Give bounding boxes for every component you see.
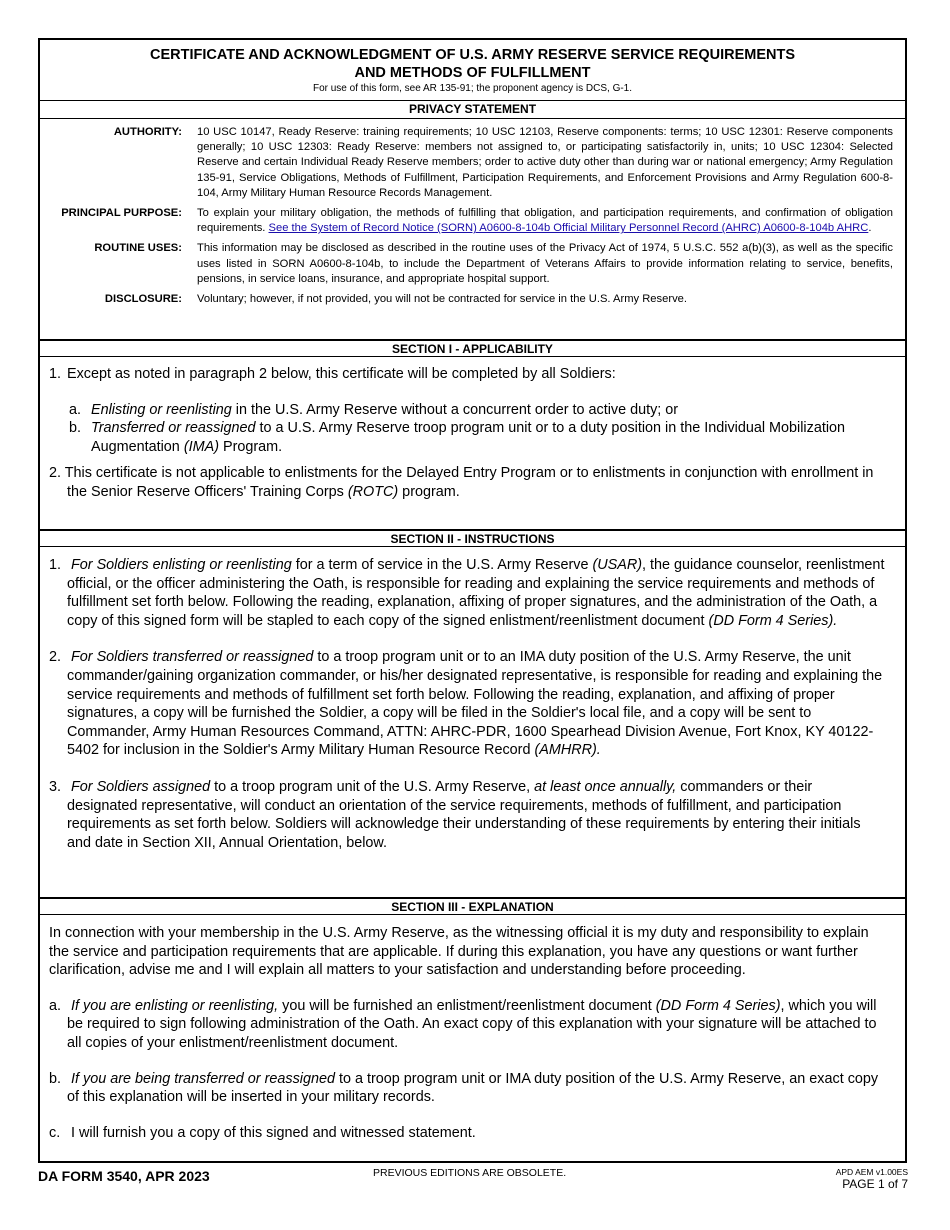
paragraph-emphasis-3: (DD Form 4 Series). <box>708 612 838 629</box>
section-2-heading: SECTION II - INSTRUCTIONS <box>40 529 905 547</box>
paragraph-text-part: for a term of service in the U.S. Army Reserve <box>291 557 593 573</box>
obsolete-notice: PREVIOUS EDITIONS ARE OBSOLETE. <box>373 1167 567 1179</box>
item-emphasis: If you are enlisting or reenlisting, <box>71 997 279 1014</box>
section-3-heading: SECTION III - EXPLANATION <box>40 897 905 915</box>
paragraph-emphasis: For Soldiers transferred or reassigned <box>71 649 314 666</box>
item-text <box>67 1070 885 1107</box>
version-label: APD AEM v1.00ES <box>835 1167 908 1177</box>
section-2-body <box>40 547 905 897</box>
item-text-part: I will furnish you a copy of this signed and witnessed statement. <box>71 1124 476 1141</box>
paragraph-emphasis: (ROTC) <box>347 483 399 500</box>
privacy-text: To explain your military obligation, the methods of fulfilling that obligation, and participation requirements, and confirmation of obligation requirements. <box>197 207 893 235</box>
item-emphasis-2: (DD Form 4 Series) <box>655 997 781 1014</box>
privacy-statement-heading: PRIVACY STATEMENT <box>40 101 905 119</box>
item-text <box>67 997 885 1053</box>
footer-right-block <box>836 1167 908 1191</box>
section-3-intro: In connection with your membership in the U.S. Army Reserve, as the witnessing official it is my duty and responsibility to explain the service and participation requirements that are applicable. If during this explanation, you have any questions or want further clarification, advise me and I will explain all matters to your satisfaction and understanding before proceeding. <box>49 925 869 979</box>
page-number: PAGE 1 of 7 <box>842 1177 908 1191</box>
form-title-line-1: CERTIFICATE AND ACKNOWLEDGMENT OF U.S. ARMY RESERVE SERVICE REQUIREMENTS <box>149 47 796 63</box>
paragraph-emphasis-2: (AMHRR). <box>534 742 601 759</box>
item-emphasis: If you are being transferred or reassigned <box>71 1070 335 1087</box>
section-2-paragraph-2 <box>49 648 885 760</box>
item-text-part: you will be furnished an enlistment/reenlistment document <box>278 997 656 1014</box>
paragraph-text <box>67 648 885 760</box>
paragraph-text-part: to a troop program unit or to an IMA duty position of the U.S. Army Reserve, the unit commander/gaining organization commander, or his/her designated representative, is responsible for reading and explaining the service requirements and methods of fulfillment set forth below. Following the reading, explanation, and affixing of proper signatures, a copy will be furnished the Soldier, a copy will be filed in the Soldier's local file, and a copy will be sent to Commander, Army Human Resources Command, ATTN: AHRC-PDR, 1600 Spearhead Division Avenue, Fort Knox, KY 40122-5402 for inclusion in the Soldier's Army Military Human Resource Record <box>67 649 883 759</box>
section-3-item-b <box>49 1070 885 1107</box>
privacy-text-container <box>197 206 893 236</box>
privacy-label: ROUTINE USES: <box>94 242 182 255</box>
paragraph-number: 2. <box>49 649 62 666</box>
privacy-text: 10 USC 10147, Ready Reserve: training requirements; 10 USC 12103, Reserve components: terms; 10 USC 12301: Reserve components generally; 10 USC 12303: Ready Reserve: members not assigned to, or participating satisfactorily in, units; 10 USC 12304: Selected Reserve and certain Individual Ready Reserve members; order to active duty other than during war or national emergency; Army Regulation 135-91, Service Obligations, Methods of Fulfillment, Participation Requirements, and Enforcement Provisions and Army Regulation 600-8-104, Army Military Human Resource Records Management. <box>197 126 893 199</box>
form-title-block <box>40 40 905 101</box>
form-title-line-2: AND METHODS OF FULFILLMENT <box>354 65 591 81</box>
item-letter: c. <box>49 1124 61 1141</box>
paragraph-text: Except as noted in paragraph 2 below, this certificate will be completed by all Soldiers: <box>67 366 616 382</box>
item-letter: b. <box>69 420 82 437</box>
section-1-body <box>40 357 905 529</box>
section-2-paragraph-1 <box>49 556 885 630</box>
form-container <box>38 38 907 1163</box>
paragraph-text: 2. This certificate is not applicable to enlistments for the Delayed Entry Program or to enlistments in conjunction with enrollment in the Senior Reserve Officers' Training Corps <box>49 465 874 500</box>
item-text <box>91 419 885 456</box>
item-letter: a. <box>69 401 82 418</box>
privacy-statement <box>40 119 905 339</box>
form-identifier: DA FORM 3540, APR 2023 <box>38 1168 210 1184</box>
paragraph-text-part: to a troop program unit of the U.S. Army Reserve, <box>210 778 535 795</box>
privacy-row-authority <box>40 125 893 201</box>
paragraph-text <box>67 778 885 852</box>
item-rest: in the U.S. Army Reserve without a concurrent order to active duty; or <box>231 401 679 418</box>
paragraph-number: 1. <box>49 366 62 382</box>
paragraph-text-part-2: commanders or their designated representative, will conduct an orientation of the service requirements, methods of fulfillment, and participation requirements as set forth below. Soldiers will acknowledge their understanding of these requirements by entering their initials and date in Section XII, Annual Orientation, below. <box>67 778 861 851</box>
item-emphasis: Transferred or reassigned <box>91 420 256 437</box>
section-1-item-a <box>69 401 885 420</box>
paragraph-number: 3. <box>49 778 62 795</box>
privacy-label: PRINCIPAL PURPOSE: <box>61 207 182 220</box>
paragraph-emphasis-2: at least once annually, <box>534 778 677 795</box>
paragraph-text-end: program. <box>398 483 460 500</box>
form-subtitle: For use of this form, see AR 135-91; the proponent agency is DCS, G-1. <box>312 83 633 94</box>
privacy-row-routine-uses <box>40 241 893 287</box>
paragraph-text-part-2: , the guidance counselor, reenlistment official, or the officer administering the Oath, is responsible for reading and explaining the service requirements and methods of fulfillment set forth below. Following the reading, explanation, affixing of proper signatures, and the administration of the Oath, a copy of this signed form will be stapled to each copy of the signed enlistment/reenlistment document <box>67 557 885 629</box>
item-text-part-2: , which you will be required to sign following administration of the Oath. An exact copy of this explanation with your signature will be attached to all copies of your enlistment/reenlistment document. <box>67 997 877 1051</box>
section-1-heading: SECTION I - APPLICABILITY <box>40 339 905 357</box>
paragraph-number: 1. <box>49 557 62 573</box>
privacy-text: This information may be disclosed as described in the routine uses of the Privacy Act of 1974, 5 U.S.C. 552 a(b)(3), as well as the specific uses listed in SORN A0600-8-104b, to include the Department of Veterans Affairs to provide information relating to service, benefits, pensions, in service loans, insurance, and appropriate hospital support. <box>197 242 893 285</box>
privacy-label: AUTHORITY: <box>113 126 182 138</box>
item-emphasis: Enlisting or reenlisting <box>91 401 232 418</box>
paragraph-emphasis: For Soldiers assigned <box>71 778 211 795</box>
item-text <box>91 401 678 420</box>
section-3-body <box>40 915 905 1142</box>
privacy-text-end: . <box>868 222 872 235</box>
item-letter: b. <box>49 1070 62 1087</box>
section-2-paragraph-3 <box>49 778 885 852</box>
item-text-part: to a troop program unit or IMA duty position of the U.S. Army Reserve, an exact copy of this explanation will be inserted in your military records. <box>67 1070 879 1106</box>
section-1-paragraph-1 <box>49 365 885 384</box>
item-letter: a. <box>49 997 62 1014</box>
item-emphasis-2: (IMA) <box>183 438 219 455</box>
paragraph-emphasis-2: (USAR) <box>592 557 643 573</box>
paragraph-text <box>67 556 885 630</box>
item-rest-2: Program. <box>218 438 283 455</box>
section-1-item-b <box>69 419 885 456</box>
privacy-text: Voluntary; however, if not provided, you will not be contracted for service in the U.S. Army Reserve. <box>197 293 687 306</box>
privacy-label: DISCLOSURE: <box>104 293 182 306</box>
section-3-item-c <box>49 1124 885 1143</box>
privacy-row-disclosure <box>40 292 893 307</box>
item-text <box>67 1124 476 1143</box>
section-3-item-a <box>49 997 885 1053</box>
item-rest: to a U.S. Army Reserve troop program unit or to a duty position in the Individual Mobilization Augmentation <box>91 420 846 455</box>
paragraph-emphasis: For Soldiers enlisting or reenlisting <box>71 557 292 573</box>
section-1-paragraph-2 <box>49 464 885 501</box>
sorn-link[interactable]: See the System of Record Notice (SORN) A0600-8-104b Official Military Personnel Record (AHRC) A0600-8-104b AHRC <box>268 222 869 235</box>
privacy-row-principal-purpose <box>40 206 893 236</box>
